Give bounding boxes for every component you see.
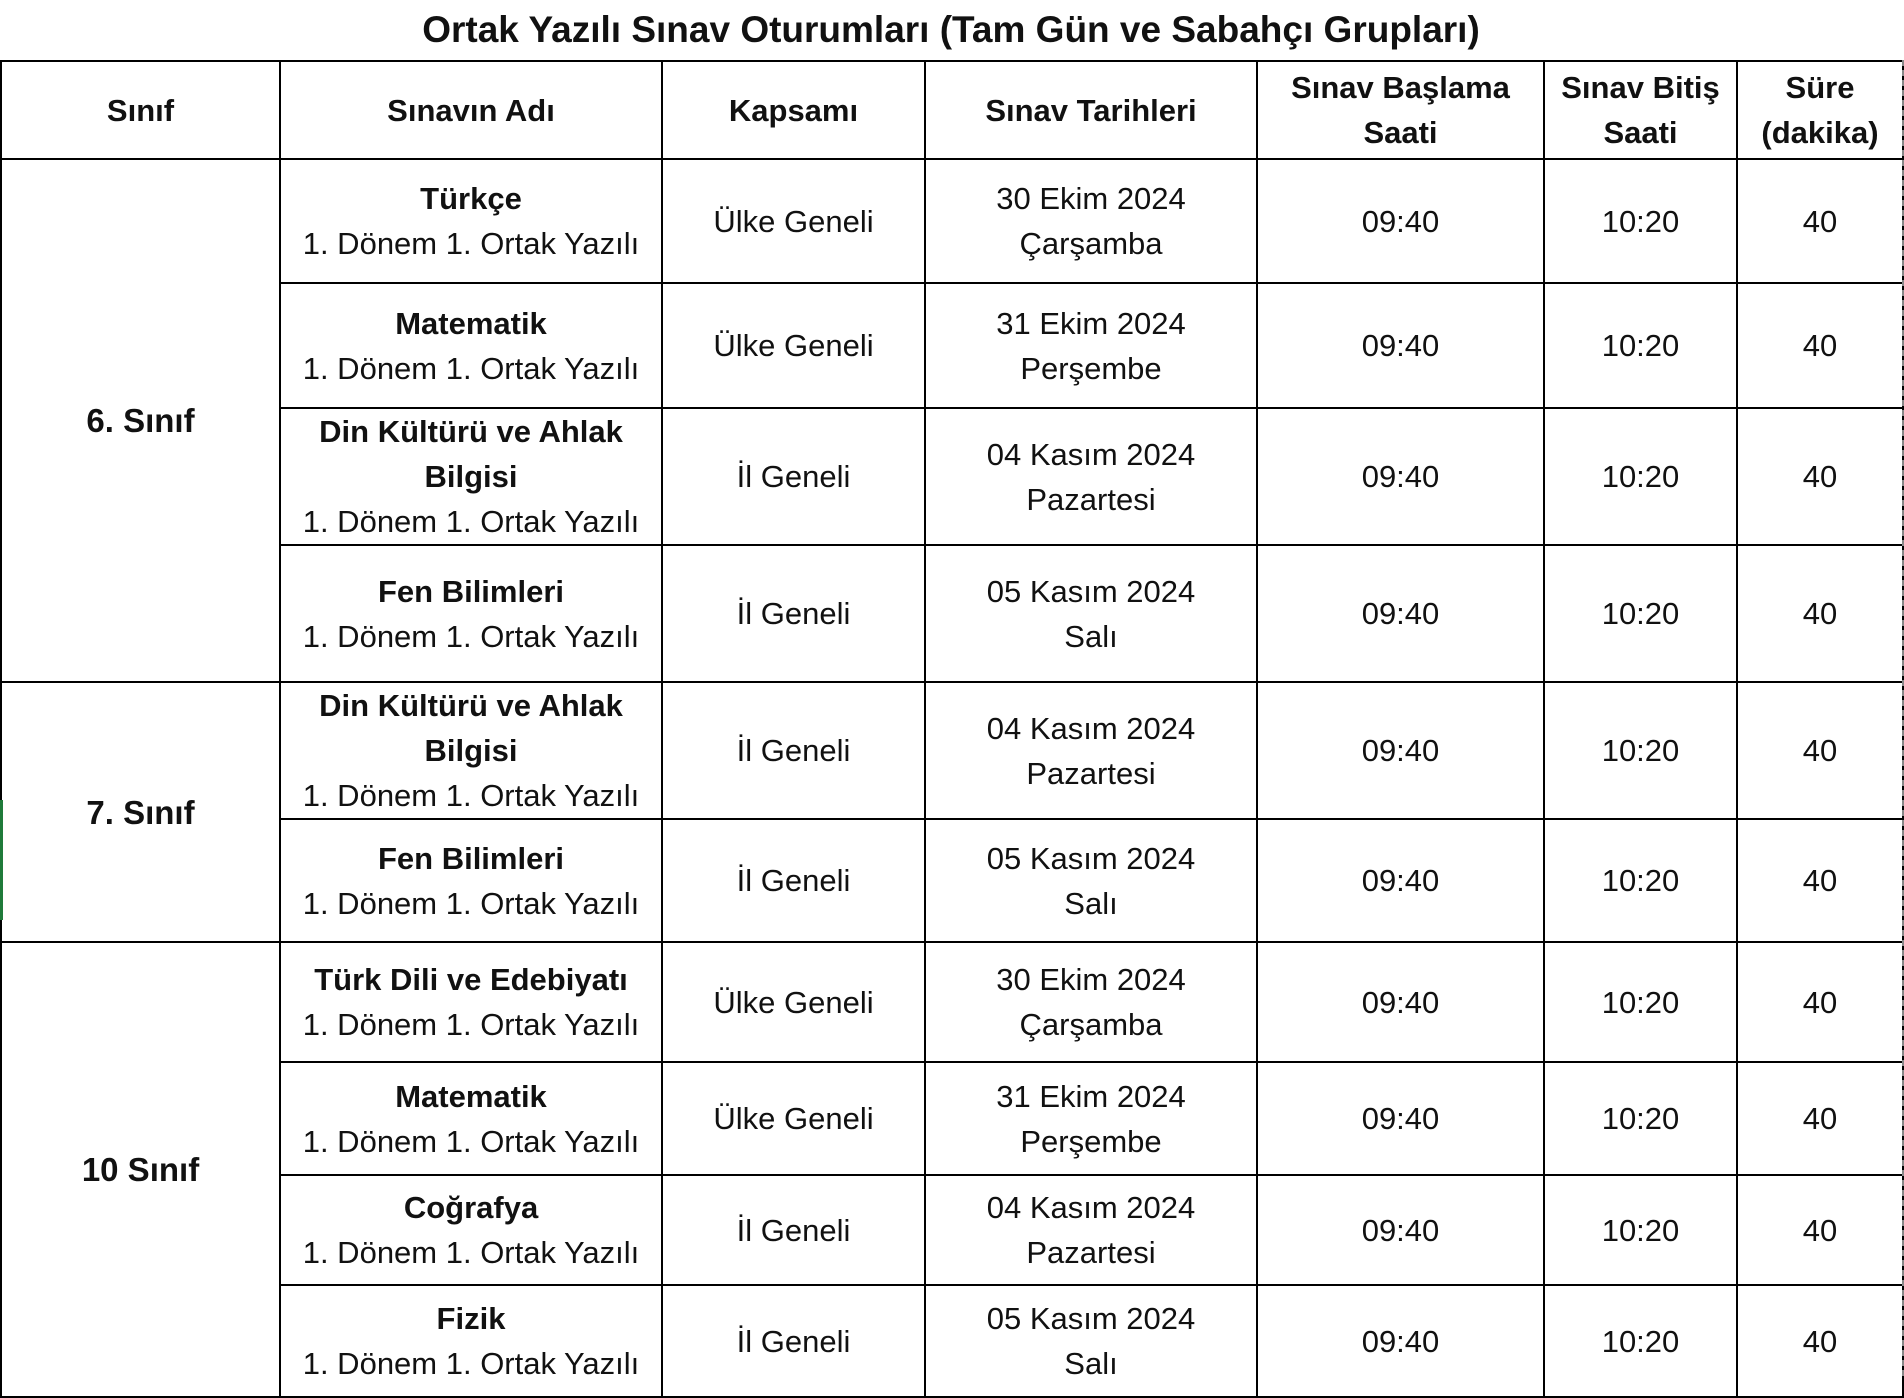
exam-date: 05 Kasım 2024 <box>986 573 1196 609</box>
table-body <box>1 159 1903 1397</box>
exam-name-cell <box>280 1175 662 1285</box>
table-row <box>1 1062 1903 1175</box>
header-scope: Kapsamı <box>662 61 925 159</box>
scope-cell: Ülke Geneli <box>662 942 925 1062</box>
date-cell <box>925 1285 1257 1397</box>
duration-cell: 40 <box>1737 159 1903 283</box>
header-duration-line1: Süre <box>1785 70 1855 105</box>
end-time-cell: 10:20 <box>1544 159 1737 283</box>
duration-cell: 40 <box>1737 682 1903 819</box>
exam-name-cell <box>280 159 662 283</box>
duration-cell: 40 <box>1737 545 1903 682</box>
exam-name-cell <box>280 819 662 942</box>
end-time-cell: 10:20 <box>1544 1175 1737 1285</box>
exam-date: 04 Kasım 2024 <box>986 710 1196 746</box>
duration-cell: 40 <box>1737 942 1903 1062</box>
cell-selection-marker <box>0 800 3 920</box>
exam-schedule-table <box>0 60 1904 1398</box>
header-start-line2: Saati <box>1363 115 1438 150</box>
exam-day: Pazartesi <box>1026 481 1156 517</box>
scope-cell: İl Geneli <box>662 1175 925 1285</box>
exam-term: 1. Dönem 1. Ortak Yazılı <box>302 618 640 654</box>
duration-cell: 40 <box>1737 283 1903 408</box>
date-cell <box>925 283 1257 408</box>
duration-cell: 40 <box>1737 819 1903 942</box>
exam-name-cell <box>280 283 662 408</box>
subject-name: Fen Bilimleri <box>377 573 565 609</box>
exam-date: 31 Ekim 2024 <box>996 305 1186 341</box>
exam-term: 1. Dönem 1. Ortak Yazılı <box>302 885 640 921</box>
start-time-cell: 09:40 <box>1257 1285 1544 1397</box>
scope-cell: Ülke Geneli <box>662 159 925 283</box>
start-time-cell: 09:40 <box>1257 819 1544 942</box>
exam-day: Salı <box>1064 885 1118 921</box>
exam-date: 04 Kasım 2024 <box>986 1190 1196 1225</box>
end-time-cell: 10:20 <box>1544 408 1737 545</box>
header-end-time <box>1544 61 1737 159</box>
duration-cell: 40 <box>1737 408 1903 545</box>
exam-date: 05 Kasım 2024 <box>986 840 1196 876</box>
header-exam-name: Sınavın Adı <box>280 61 662 159</box>
end-time-cell: 10:20 <box>1544 1062 1737 1175</box>
exam-date: 31 Ekim 2024 <box>996 1078 1186 1114</box>
exam-date: 04 Kasım 2024 <box>986 436 1196 472</box>
header-duration <box>1737 61 1903 159</box>
subject-name: Fizik <box>436 1301 506 1336</box>
exam-name-cell <box>280 1062 662 1175</box>
scope-cell: Ülke Geneli <box>662 283 925 408</box>
subject-name: Türkçe <box>420 181 522 216</box>
duration-cell: 40 <box>1737 1285 1903 1397</box>
date-cell <box>925 1062 1257 1175</box>
date-cell <box>925 1175 1257 1285</box>
exam-day: Çarşamba <box>1019 226 1163 261</box>
duration-cell: 40 <box>1737 1062 1903 1175</box>
exam-day: Pazartesi <box>1026 755 1156 791</box>
start-time-cell: 09:40 <box>1257 283 1544 408</box>
table-row <box>1 819 1903 942</box>
exam-day: Perşembe <box>1020 1123 1162 1159</box>
header-class: Sınıf <box>1 61 280 159</box>
table-row <box>1 682 1903 819</box>
header-duration-line2: (dakika) <box>1761 115 1879 150</box>
start-time-cell: 09:40 <box>1257 545 1544 682</box>
header-end-line2: Saati <box>1603 115 1678 150</box>
exam-name-cell <box>280 942 662 1062</box>
scope-cell: İl Geneli <box>662 545 925 682</box>
duration-cell: 40 <box>1737 1175 1903 1285</box>
exam-date: 30 Ekim 2024 <box>996 181 1186 216</box>
exam-term: 1. Dönem 1. Ortak Yazılı <box>302 778 640 813</box>
header-dates: Sınav Tarihleri <box>925 61 1257 159</box>
start-time-cell: 09:40 <box>1257 159 1544 283</box>
subject-name: Fen Bilimleri <box>377 840 565 876</box>
exam-term: 1. Dönem 1. Ortak Yazılı <box>302 226 640 261</box>
table-row <box>1 159 1903 283</box>
exam-term: 1. Dönem 1. Ortak Yazılı <box>302 1007 640 1042</box>
end-time-cell: 10:20 <box>1544 283 1737 408</box>
end-time-cell: 10:20 <box>1544 1285 1737 1397</box>
exam-name-cell <box>280 408 662 545</box>
scope-cell: İl Geneli <box>662 1285 925 1397</box>
end-time-cell: 10:20 <box>1544 545 1737 682</box>
scope-cell: Ülke Geneli <box>662 1062 925 1175</box>
exam-term: 1. Dönem 1. Ortak Yazılı <box>302 1235 640 1270</box>
header-end-line1: Sınav Bitiş <box>1561 70 1720 105</box>
date-cell <box>925 408 1257 545</box>
exam-day: Pazartesi <box>1026 1235 1156 1270</box>
end-time-cell: 10:20 <box>1544 942 1737 1062</box>
exam-term: 1. Dönem 1. Ortak Yazılı <box>302 504 640 539</box>
exam-term: 1. Dönem 1. Ortak Yazılı <box>302 1346 640 1381</box>
date-cell <box>925 942 1257 1062</box>
subject-name: Matematik <box>395 1078 547 1114</box>
end-time-cell: 10:20 <box>1544 682 1737 819</box>
header-start-time <box>1257 61 1544 159</box>
date-cell <box>925 819 1257 942</box>
table-row <box>1 283 1903 408</box>
exam-day: Salı <box>1064 1346 1118 1381</box>
subject-name: Matematik <box>395 305 547 341</box>
scope-cell: İl Geneli <box>662 682 925 819</box>
exam-date: 05 Kasım 2024 <box>986 1301 1196 1336</box>
start-time-cell: 09:40 <box>1257 682 1544 819</box>
class-cell: 7. Sınıf <box>1 682 280 942</box>
header-row <box>1 61 1903 159</box>
start-time-cell: 09:40 <box>1257 1175 1544 1285</box>
exam-day: Perşembe <box>1020 350 1162 386</box>
start-time-cell: 09:40 <box>1257 942 1544 1062</box>
exam-name-cell <box>280 682 662 819</box>
exam-day: Salı <box>1064 618 1118 654</box>
exam-name-cell <box>280 1285 662 1397</box>
table-row <box>1 1175 1903 1285</box>
start-time-cell: 09:40 <box>1257 1062 1544 1175</box>
page-title: Ortak Yazılı Sınav Oturumları (Tam Gün ve Sabahçı Grupları) <box>0 0 1902 62</box>
header-start-line1: Sınav Başlama <box>1291 70 1510 105</box>
subject-name: Türk Dili ve Edebiyatı <box>314 962 628 997</box>
date-cell <box>925 682 1257 819</box>
end-time-cell: 10:20 <box>1544 819 1737 942</box>
class-cell: 10 Sınıf <box>1 942 280 1397</box>
subject-name: Din Kültürü ve Ahlak Bilgisi <box>319 688 623 768</box>
subject-name: Din Kültürü ve Ahlak Bilgisi <box>319 414 623 494</box>
date-cell <box>925 545 1257 682</box>
exam-term: 1. Dönem 1. Ortak Yazılı <box>302 350 640 386</box>
exam-date: 30 Ekim 2024 <box>996 962 1186 997</box>
scope-cell: İl Geneli <box>662 408 925 545</box>
exam-day: Çarşamba <box>1019 1007 1163 1042</box>
exam-term: 1. Dönem 1. Ortak Yazılı <box>302 1123 640 1159</box>
class-cell: 6. Sınıf <box>1 159 280 682</box>
subject-name: Coğrafya <box>403 1190 539 1225</box>
scope-cell: İl Geneli <box>662 819 925 942</box>
exam-name-cell <box>280 545 662 682</box>
table-row <box>1 1285 1903 1397</box>
date-cell <box>925 159 1257 283</box>
start-time-cell: 09:40 <box>1257 408 1544 545</box>
table-row <box>1 942 1903 1062</box>
table-row <box>1 545 1903 682</box>
table-row <box>1 408 1903 545</box>
